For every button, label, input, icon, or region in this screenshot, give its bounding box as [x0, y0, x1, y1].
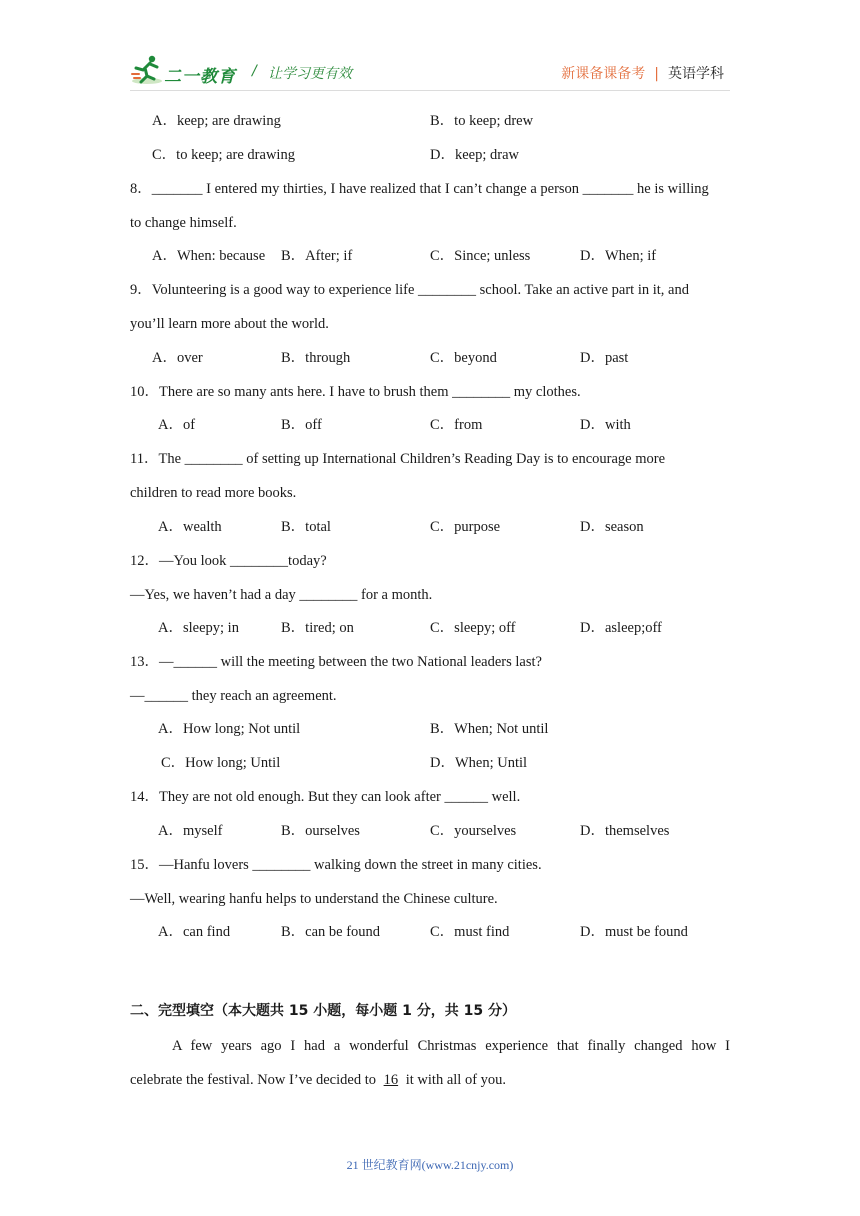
header-tagline: 新课备课备考: [561, 66, 646, 82]
q7-option-b: B．to keep; drew: [430, 113, 534, 129]
passage-line-2-end: it with all of you.: [402, 1072, 507, 1088]
q7-option-d: D．keep; draw: [430, 147, 519, 163]
q10-stem: 10．There are so many ants here. I have to brush them ________ my clothes.: [130, 384, 581, 400]
q11-option-b: B．total: [281, 519, 331, 535]
q8-option-b: B．After; if: [281, 248, 353, 264]
q9-option-c: C．beyond: [430, 350, 497, 366]
q13-option-a: A．How long; Not until: [158, 721, 301, 737]
running-figure-logo-icon: [130, 54, 164, 86]
q14-option-a: A．myself: [158, 823, 223, 839]
q10-option-c: C．from: [430, 417, 483, 433]
header-subject: 英语学科: [668, 66, 724, 82]
q10-option-d: D．with: [580, 417, 631, 433]
q11-option-a: A．wealth: [158, 519, 222, 535]
q10-option-b: B．off: [281, 417, 322, 433]
q13-option-c: C．How long; Until: [161, 755, 281, 771]
q15-option-d: D．must be found: [580, 924, 688, 940]
slogan-separator: /: [252, 63, 257, 79]
q7-option-a: A．keep; are drawing: [152, 113, 281, 129]
header-divider: |: [654, 66, 659, 82]
passage-line-2-start: celebrate the festival. Now I’ve decided to: [130, 1072, 380, 1088]
logo-text: 二一教育: [164, 67, 236, 87]
q10-option-a: A．of: [158, 417, 196, 433]
q14-option-b: B．ourselves: [281, 823, 360, 839]
q8-option-d: D．When; if: [580, 248, 657, 264]
q12-option-b: B．tired; on: [281, 620, 354, 636]
q15-option-b: B．can be found: [281, 924, 381, 940]
q14-stem: 14．They are not old enough. But they can look after ______ well.: [130, 789, 521, 805]
q11-stem-cont: children to read more books.: [130, 485, 297, 501]
q9-option-b: B．through: [281, 350, 351, 366]
passage-line-2: [130, 1071, 506, 1089]
q9-option-a: A．over: [152, 350, 203, 366]
q9-option-d: D．past: [580, 350, 629, 366]
q12-option-c: C．sleepy; off: [430, 620, 516, 636]
q15-stem: 15．—Hanfu lovers ________ walking down the street in many cities.: [130, 857, 542, 873]
q12-stem-cont: —Yes, we haven’t had a day ________ for a month.: [130, 587, 433, 603]
page-footer: 21 世纪教育网(www.21cnjy.com): [346, 1158, 514, 1172]
passage-line-1: A few years ago I had a wonderful Christmas experience that finally changed how I: [172, 1038, 730, 1054]
q15-option-a: A．can find: [158, 924, 231, 940]
q12-option-a: A．sleepy; in: [158, 620, 239, 636]
page-header: [130, 52, 730, 92]
q15-option-c: C．must find: [430, 924, 510, 940]
header-rule: [130, 90, 730, 91]
q9-stem: 9．Volunteering is a good way to experience life ________ school. Take an active part in it, and: [130, 282, 689, 298]
q11-option-d: D．season: [580, 519, 644, 535]
q8-stem-cont: to change himself.: [130, 215, 237, 231]
q13-option-b: B．When; Not until: [430, 721, 549, 737]
q11-stem: 11．The ________ of setting up International Children’s Reading Day is to encourage more: [130, 451, 666, 467]
blank-16: 16: [383, 1072, 399, 1088]
q14-option-d: D．themselves: [580, 823, 670, 839]
q8-option-c: C．Since; unless: [430, 248, 531, 264]
q12-option-d: D．asleep;off: [580, 620, 662, 636]
q8-stem: 8．_______ I entered my thirties, I have realized that I can’t change a person _______ he is willing: [130, 181, 709, 197]
q15-stem-cont: —Well, wearing hanfu helps to understand the Chinese culture.: [130, 891, 498, 907]
slogan: 让学习更有效: [268, 66, 352, 82]
q13-option-d: D．When; Until: [430, 755, 528, 771]
section-title-cloze: 二、完型填空（本大题共 15 小题，每小题 1 分，共 15 分）: [130, 1003, 516, 1019]
q8-option-a: A．When: because: [152, 248, 266, 264]
q13-stem-cont: —______ they reach an agreement.: [130, 688, 337, 704]
q9-stem-cont: you’ll learn more about the world.: [130, 316, 329, 332]
q7-option-c: C．to keep; are drawing: [152, 147, 295, 163]
q13-stem: 13．—______ will the meeting between the two National leaders last?: [130, 654, 542, 670]
q12-stem: 12．—You look ________today?: [130, 553, 327, 569]
q11-option-c: C．purpose: [430, 519, 501, 535]
header-right: [561, 63, 724, 83]
q14-option-c: C．yourselves: [430, 823, 517, 839]
